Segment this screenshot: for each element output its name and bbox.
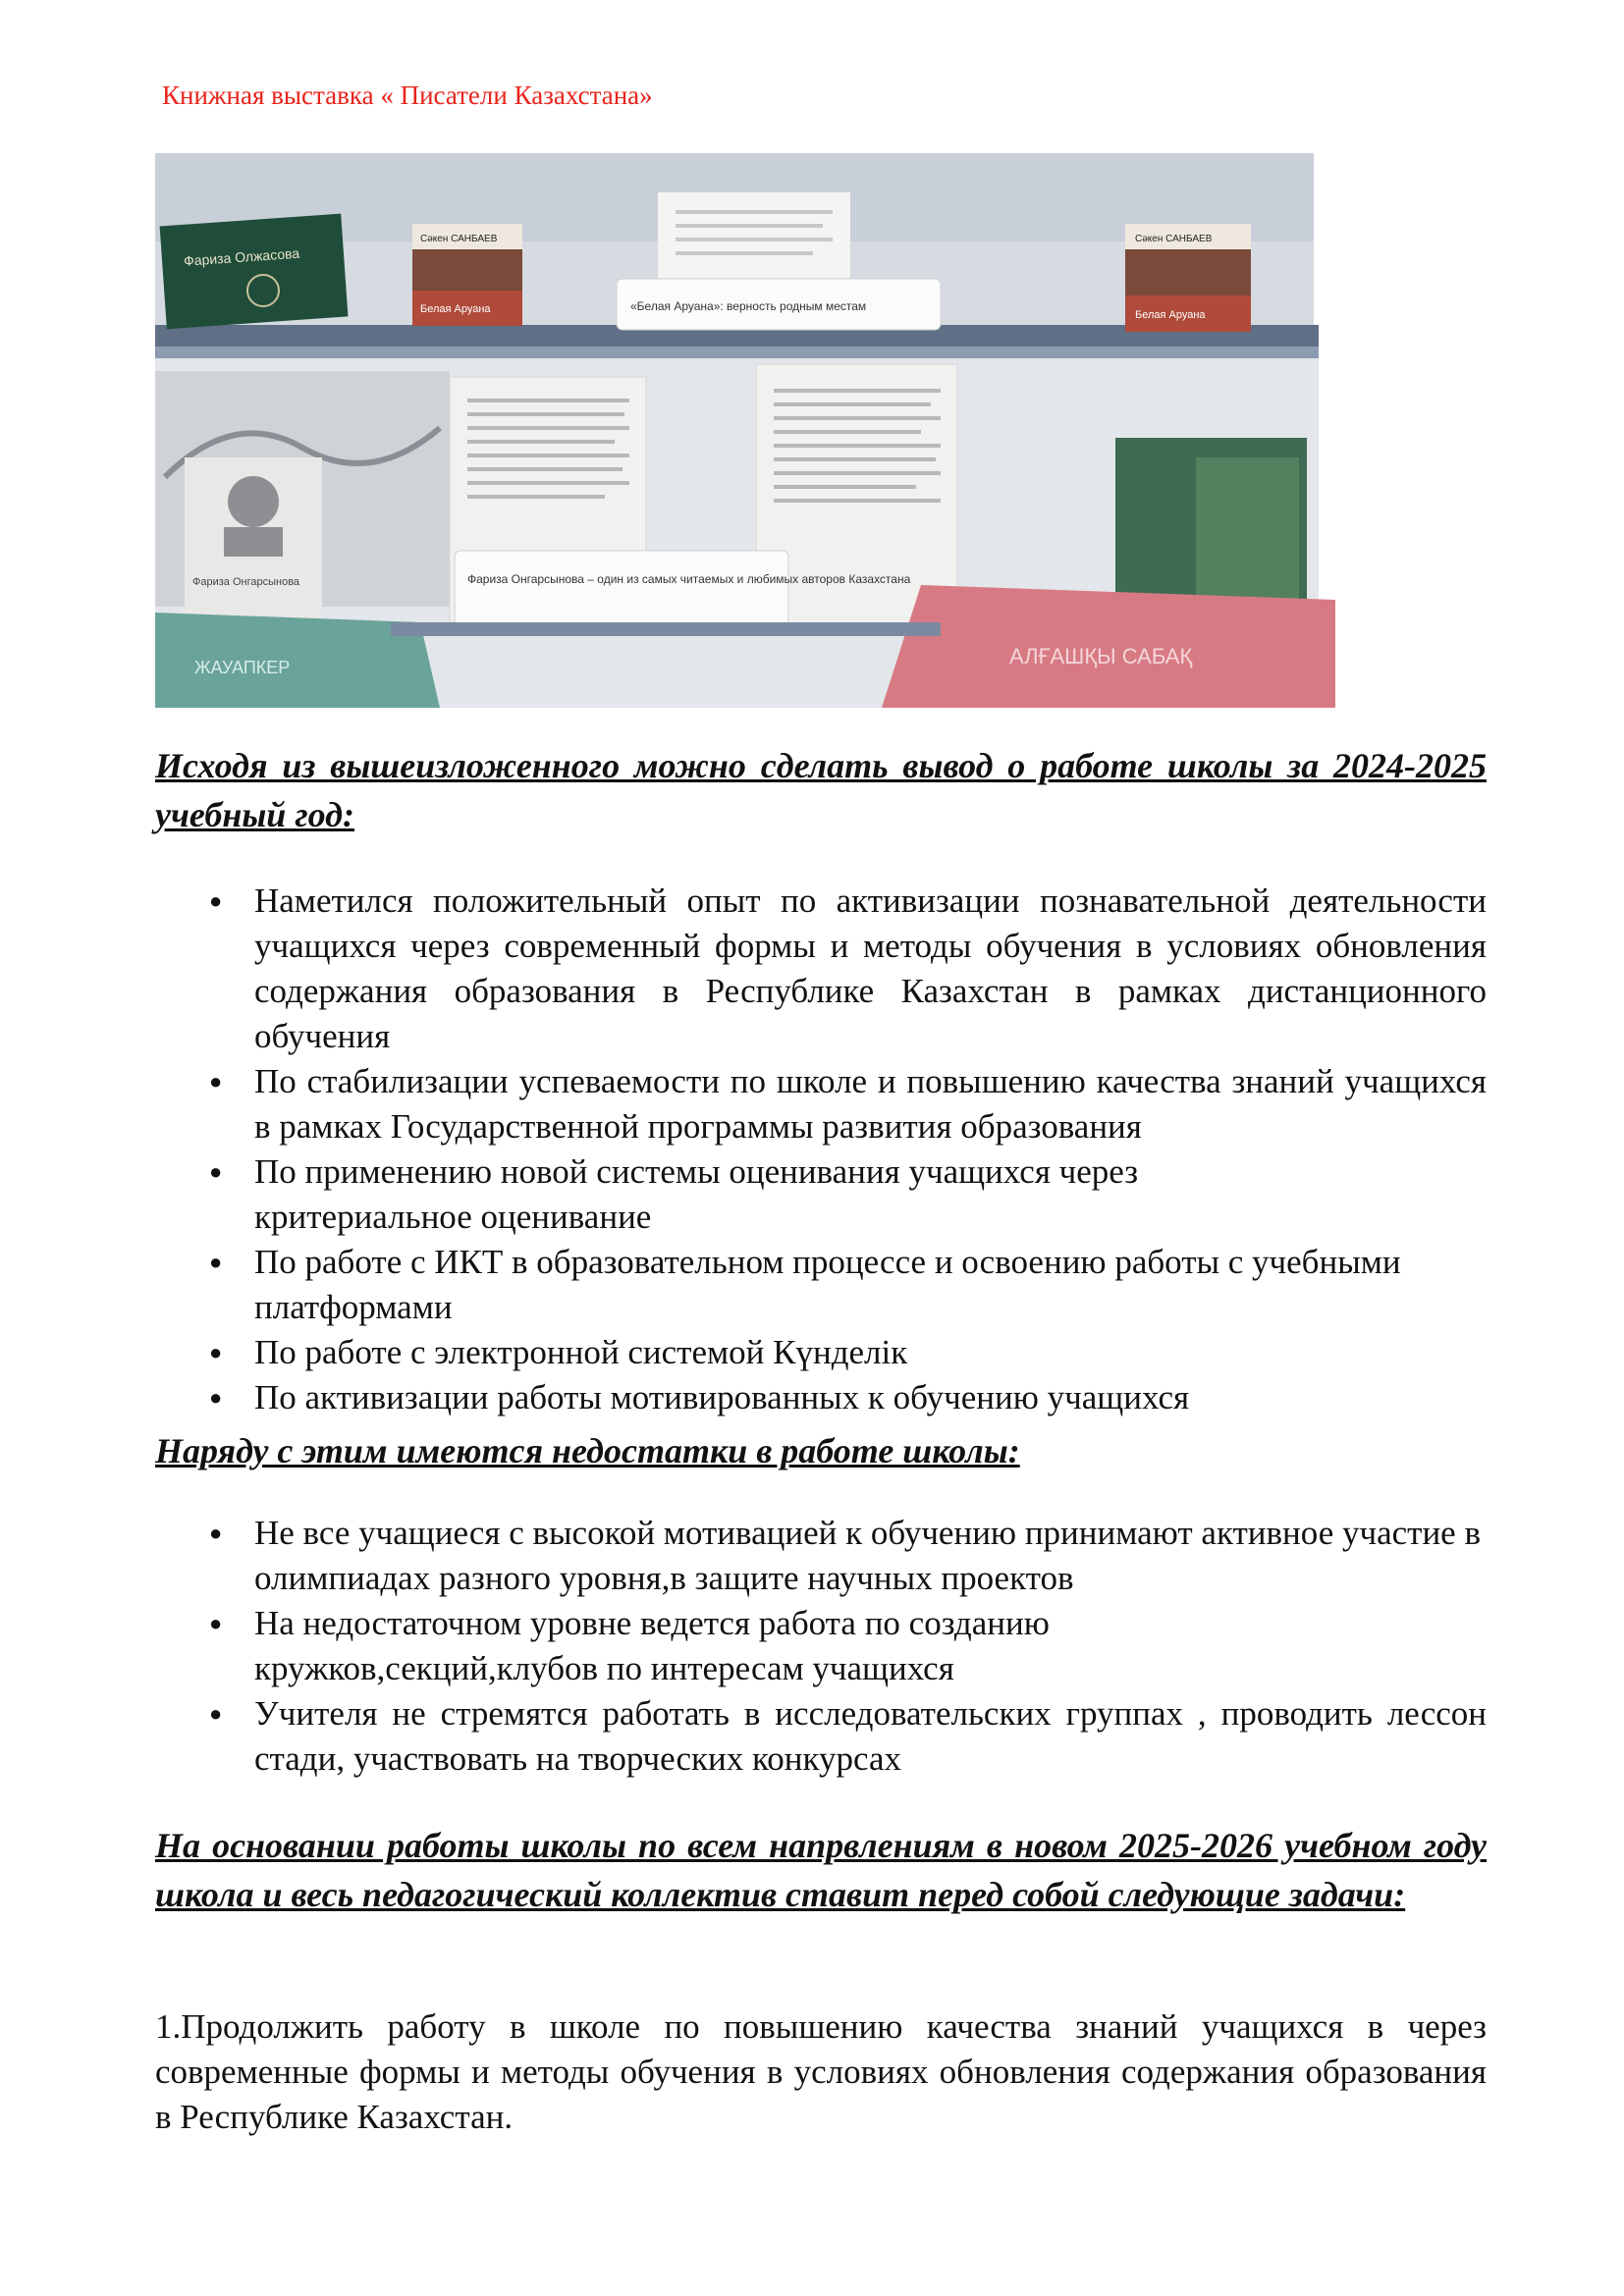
shortcomings-list bbox=[155, 1511, 1487, 1782]
right-book-author: Сәкен САНБАЕВ bbox=[1135, 234, 1213, 244]
book-exhibition-photo bbox=[155, 153, 1335, 708]
task-paragraph: 1.Продолжить работу в школе по повышению качества знаний учащихся в через современные формы и методы обучения в условиях обновления содержания образования в Республике Казахстан. bbox=[155, 2007, 1487, 2136]
list-item-text: Не все учащиеся с высокой мотивацией к обучению принимают активное участие в олимпиадах разного уровня,в защите научных проектов bbox=[254, 1514, 1481, 1597]
bullet-icon: ● bbox=[209, 1521, 223, 1545]
list-item bbox=[155, 1059, 1487, 1149]
bullet-icon: ● bbox=[209, 1340, 223, 1364]
list-item-text: По работе с электронной системой Күнделік bbox=[254, 1333, 908, 1371]
list-item-text: Учителя не стремятся работать в исследовательских группах , проводить лессон стади, участвовать на творческих конкурсах bbox=[254, 1694, 1487, 1778]
bullet-icon: ● bbox=[209, 888, 223, 913]
list-item bbox=[155, 1375, 1487, 1420]
bottom-card-text bbox=[467, 572, 911, 586]
achievements-list bbox=[155, 879, 1487, 1420]
right-book-title: Белая Аруана bbox=[1135, 309, 1206, 321]
bullet-icon: ● bbox=[209, 1159, 223, 1184]
bottom-card-line: Фариза Онгарсынова – один из самых читаемых и любимых авторов Казахстана bbox=[467, 572, 911, 586]
list-item bbox=[155, 879, 1487, 1059]
photo-caption: Книжная выставка « Писатели Казахстана» bbox=[162, 80, 653, 110]
green-book-title: Фариза Олжасова bbox=[183, 244, 300, 269]
teal-book-title: ЖАУАПКЕР bbox=[194, 658, 291, 677]
pink-book-title: АЛҒАШҚЫ САБАҚ bbox=[1009, 644, 1193, 668]
list-item-text: По стабилизации успеваемости по школе и повышению качества знаний учащихся в рамках Государственной программы развития образования bbox=[254, 1062, 1487, 1146]
left-book-title: Белая Аруана bbox=[420, 303, 491, 315]
shortcomings-heading: Наряду с этим имеются недостатки в работе школы: bbox=[155, 1431, 1020, 1470]
portrait-book-title: Фариза Онгарсынова bbox=[192, 576, 300, 588]
bullet-icon: ● bbox=[209, 1701, 223, 1726]
exhibition-photo-illustration bbox=[155, 153, 1335, 708]
list-item-text: По активизации работы мотивированных к обучению учащихся bbox=[254, 1378, 1190, 1416]
bullet-icon: ● bbox=[209, 1611, 223, 1635]
list-item-text: По применению новой системы оценивания учащихся через критериальное оценивание bbox=[254, 1152, 1139, 1236]
list-item bbox=[155, 1149, 1487, 1240]
bullet-icon: ● bbox=[209, 1385, 223, 1410]
tasks-heading: На основании работы школы по всем напрвлениям в новом 2025-2026 учебном году школа и весь педагогический коллектив ставит перед собой следующие задачи: bbox=[155, 1826, 1487, 1914]
list-item-text: Наметился положительный опыт по активизации познавательной деятельности учащихся через современный формы и методы обучения в условиях обновления содержания образования в Республике Казахстан в рамках дистанционного обучения bbox=[254, 881, 1487, 1055]
left-book-author: Сәкен САНБАЕВ bbox=[420, 234, 498, 244]
list-item bbox=[155, 1691, 1487, 1782]
list-item bbox=[155, 1601, 1487, 1691]
list-item-text: По работе с ИКТ в образовательном процессе и освоению работы с учебными платформами bbox=[254, 1243, 1401, 1326]
list-item bbox=[155, 1330, 1487, 1375]
list-item bbox=[155, 1240, 1487, 1330]
bullet-icon: ● bbox=[209, 1250, 223, 1274]
top-card-text: «Белая Аруана»: верность родным местам bbox=[630, 299, 867, 313]
bullet-icon: ● bbox=[209, 1069, 223, 1094]
conclusion-heading: Исходя из вышеизложенного можно сделать вывод о работе школы за 2024-2025 учебный год: bbox=[155, 746, 1487, 834]
list-item-text: На недостаточном уровне ведется работа по созданию кружков,секций,клубов по интересам учащихся bbox=[254, 1604, 1050, 1687]
list-item bbox=[155, 1511, 1487, 1601]
